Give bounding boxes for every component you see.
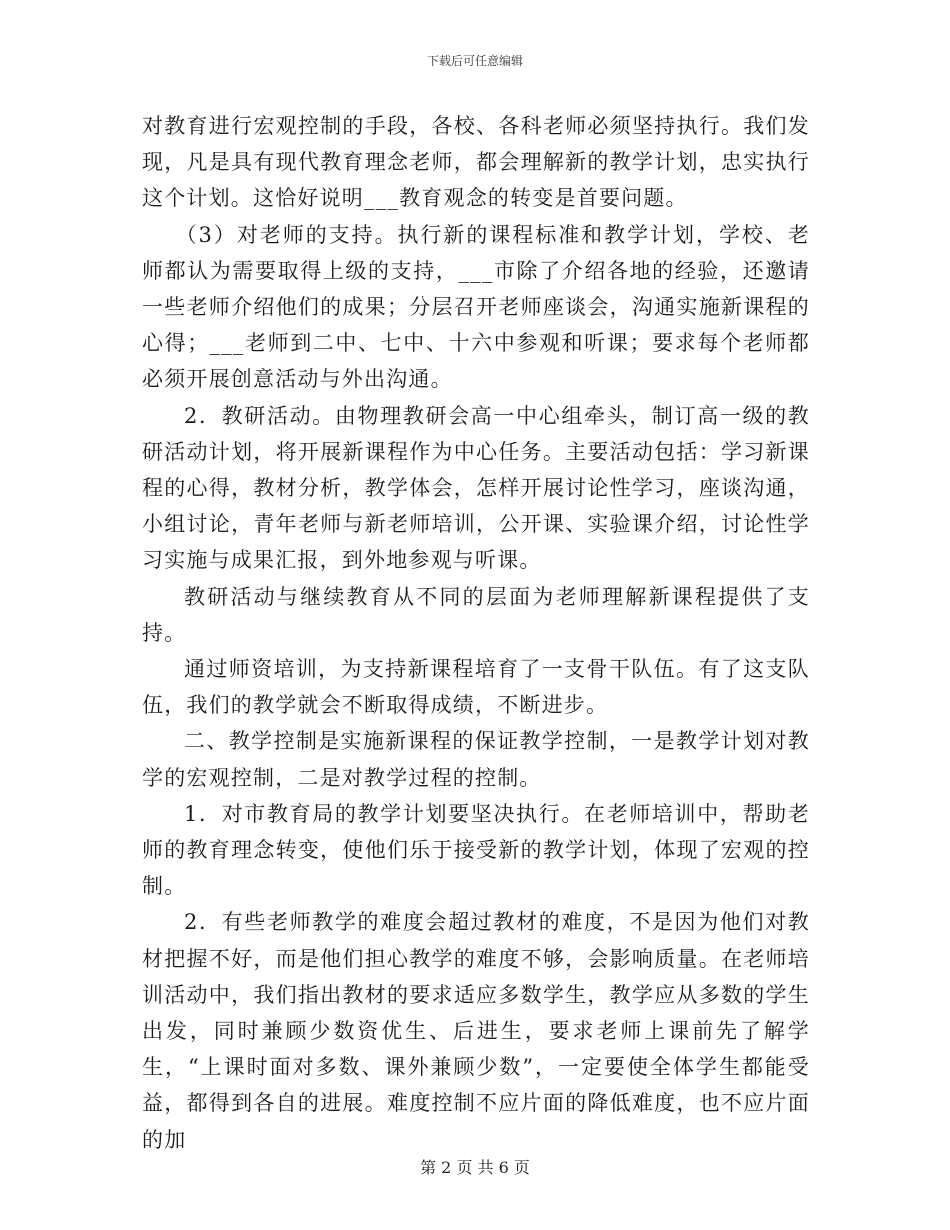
page-number: 第 2 页 共 6 页 [420,1158,530,1177]
page-header-note: 下载后可任意编辑 [426,54,523,68]
paragraph-1: 对教育进行宏观控制的手段，各校、各科老师必须坚持执行。我们发现，凡是具有现代教育理念老师，都会理解新的教学计划，忠实执行这个计划。这恰好说明___教育观念的转变是首要问题。 [142,114,810,211]
paragraph-5: 通过师资培训，为支持新课程培育了一支骨干队伍。有了这支队伍，我们的教学就会不断取得成绩，不断进步。 [142,657,810,718]
paragraph-7: 1．对市教育局的教学计划要坚决执行。在老师培训中，帮助老师的教育理念转变，使他们乐于接受新的教学计划，体现了宏观的控制。 [142,801,810,899]
paragraph-2: （3）对老师的支持。执行新的课程标准和教学计划，学校、老师都认为需要取得上级的支持，___市除了介绍各地的经验，还邀请一些老师介绍他们的成果；分层召开老师座谈会，沟通实施新课程的心得；___老师到二中、七中、十六中参观和听课；要求每个老师都必须开展创意活动与外出沟通。 [142,222,810,392]
document-body [142,108,810,1158]
paragraph-4: 教研活动与继续教育从不同的层面为老师理解新课程提供了支持。 [142,584,810,645]
paragraph-3: 2．教研活动。由物理教研会高一中心组牵头，制订高一级的教研活动计划，将开展新课程作为中心任务。主要活动包括：学习新课程的心得，教材分析，教学体会，怎样开展讨论性学习，座谈沟通，小组讨论，青年老师与新老师培训，公开课、实验课介绍，讨论性学习实施与成果汇报，到外地参观与听课。 [142,403,810,573]
paragraph-8: 2．有些老师教学的难度会超过教材的难度，不是因为他们对教材把握不好，而是他们担心教学的难度不够，会影响质量。在老师培训活动中，我们指出教材的要求适应多数学生，教学应从多数的学生出发，同时兼顾少数资优生、后进生，要求老师上课前先了解学生，“上课时面对多数、课外兼顾少数”，一定要使全体学生都能受益，都得到各自的进展。难度控制不应片面的降低难度，也不应片面的加 [142,910,810,1152]
paragraph-6: 二、教学控制是实施新课程的保证教学控制，一是教学计划对教学的宏观控制，二是对教学过程的控制。 [142,729,810,790]
